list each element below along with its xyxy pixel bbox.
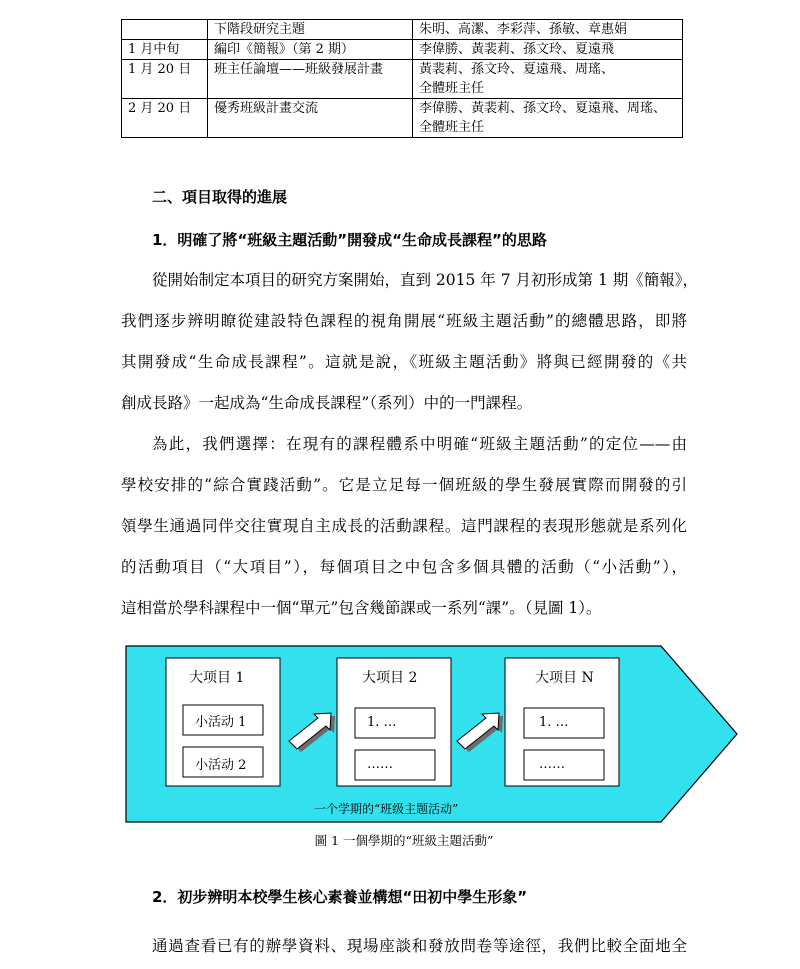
project-title: 大项目 N	[535, 670, 594, 686]
schedule-people-cell: 朱明、高潔、李彩萍、孫敏、章惠娟	[413, 20, 683, 40]
paragraph-1	[121, 268, 698, 432]
activity-label: 1. …	[539, 715, 569, 730]
paragraph-line: 為此，我們選擇：在現有的課程體系中明確“班級主題活動”的定位——由	[152, 435, 687, 453]
section-heading: 二、項目取得的進展	[152, 188, 288, 206]
paragraph-line: 其開發成“生命成長課程”。這就是說，《班級主題活動》將與已經開發的《共	[121, 353, 687, 371]
semester-banner-label: 一个学期的“班级主题活动”	[314, 802, 459, 816]
subsection-heading-2: 2．初步辨明本校學生核心素養並構想“田初中學生形象”	[152, 888, 528, 906]
activity-label: 小活动 1	[195, 715, 247, 730]
schedule-people-cell: 李偉勝、黃裴莉、孫文玲、夏遠飛、周瑤、 全體班主任	[413, 99, 683, 138]
paragraph-line: 領學生通過同伴交往實現自主成長的活動課程。這門課程的表現形態就是系列化	[121, 517, 687, 535]
activity-label: ……	[367, 757, 393, 772]
figure-caption: 圖 1 一個學期的“班級主題活動”	[314, 833, 494, 848]
figure-semester-activities	[121, 644, 741, 824]
activity-label: 小活动 2	[195, 758, 247, 773]
project-title: 大项目 1	[189, 670, 245, 686]
paragraph-2	[121, 432, 687, 637]
schedule-topic-cell: 下階段研究主題	[208, 20, 413, 40]
schedule-date-cell: 1 月中旬	[122, 40, 208, 60]
activity-label: ……	[539, 757, 565, 772]
schedule-people-cell: 黃裴莉、孫文玲、夏遠飛、周瑤、 全體班主任	[413, 60, 683, 99]
paragraph-line: 學校安排的“綜合實踐活動”。它是立足每一個班級的學生發展實際而開發的引	[121, 476, 687, 494]
schedule-date-cell: 2 月 20 日	[122, 99, 208, 138]
table-row	[122, 60, 683, 99]
table-row	[122, 99, 683, 138]
schedule-topic-cell: 優秀班級計畫交流	[208, 99, 413, 138]
table-row	[122, 20, 683, 40]
table-row	[122, 40, 683, 60]
schedule-topic-cell: 班主任論壇——班級發展計畫	[208, 60, 413, 99]
paragraph-line: 從開始制定本項目的研究方案開始，直到 2015 年 7 月初形成第 1 期《簡報》，	[152, 271, 698, 289]
paragraph-line: 我們逐步辨明瞭從建設特色課程的視角開展“班級主題活動”的總體思路，即將	[121, 312, 687, 330]
schedule-table	[121, 19, 683, 138]
paragraph-line: 的活動項目（“大項目”），每個項目之中包含多個具體的活動（“小活動”），	[121, 558, 687, 576]
schedule-date-cell	[122, 20, 208, 40]
paragraph-line: 這相當於學科課程中一個“單元”包含幾節課或一系列“課”。（見圖 1）。	[121, 599, 602, 617]
schedule-topic-cell: 編印《簡報》（第 2 期）	[208, 40, 413, 60]
activity-label: 1. …	[367, 715, 397, 730]
paragraph-line: 通過查看已有的辦學資料、現場座談和發放問卷等途徑，我們比較全面地全	[152, 937, 687, 955]
schedule-people-cell: 李偉勝、黃裴莉、孫文玲、夏遠飛	[413, 40, 683, 60]
paragraph-line: 創成長路》一起成為“生命成長課程”（系列）中的一門課程。	[121, 394, 533, 412]
subsection-heading-1: 1．明確了將“班級主題活動”開發成“生命成長課程”的思路	[152, 231, 547, 249]
project-title: 大项目 2	[362, 670, 418, 686]
schedule-date-cell: 1 月 20 日	[122, 60, 208, 99]
